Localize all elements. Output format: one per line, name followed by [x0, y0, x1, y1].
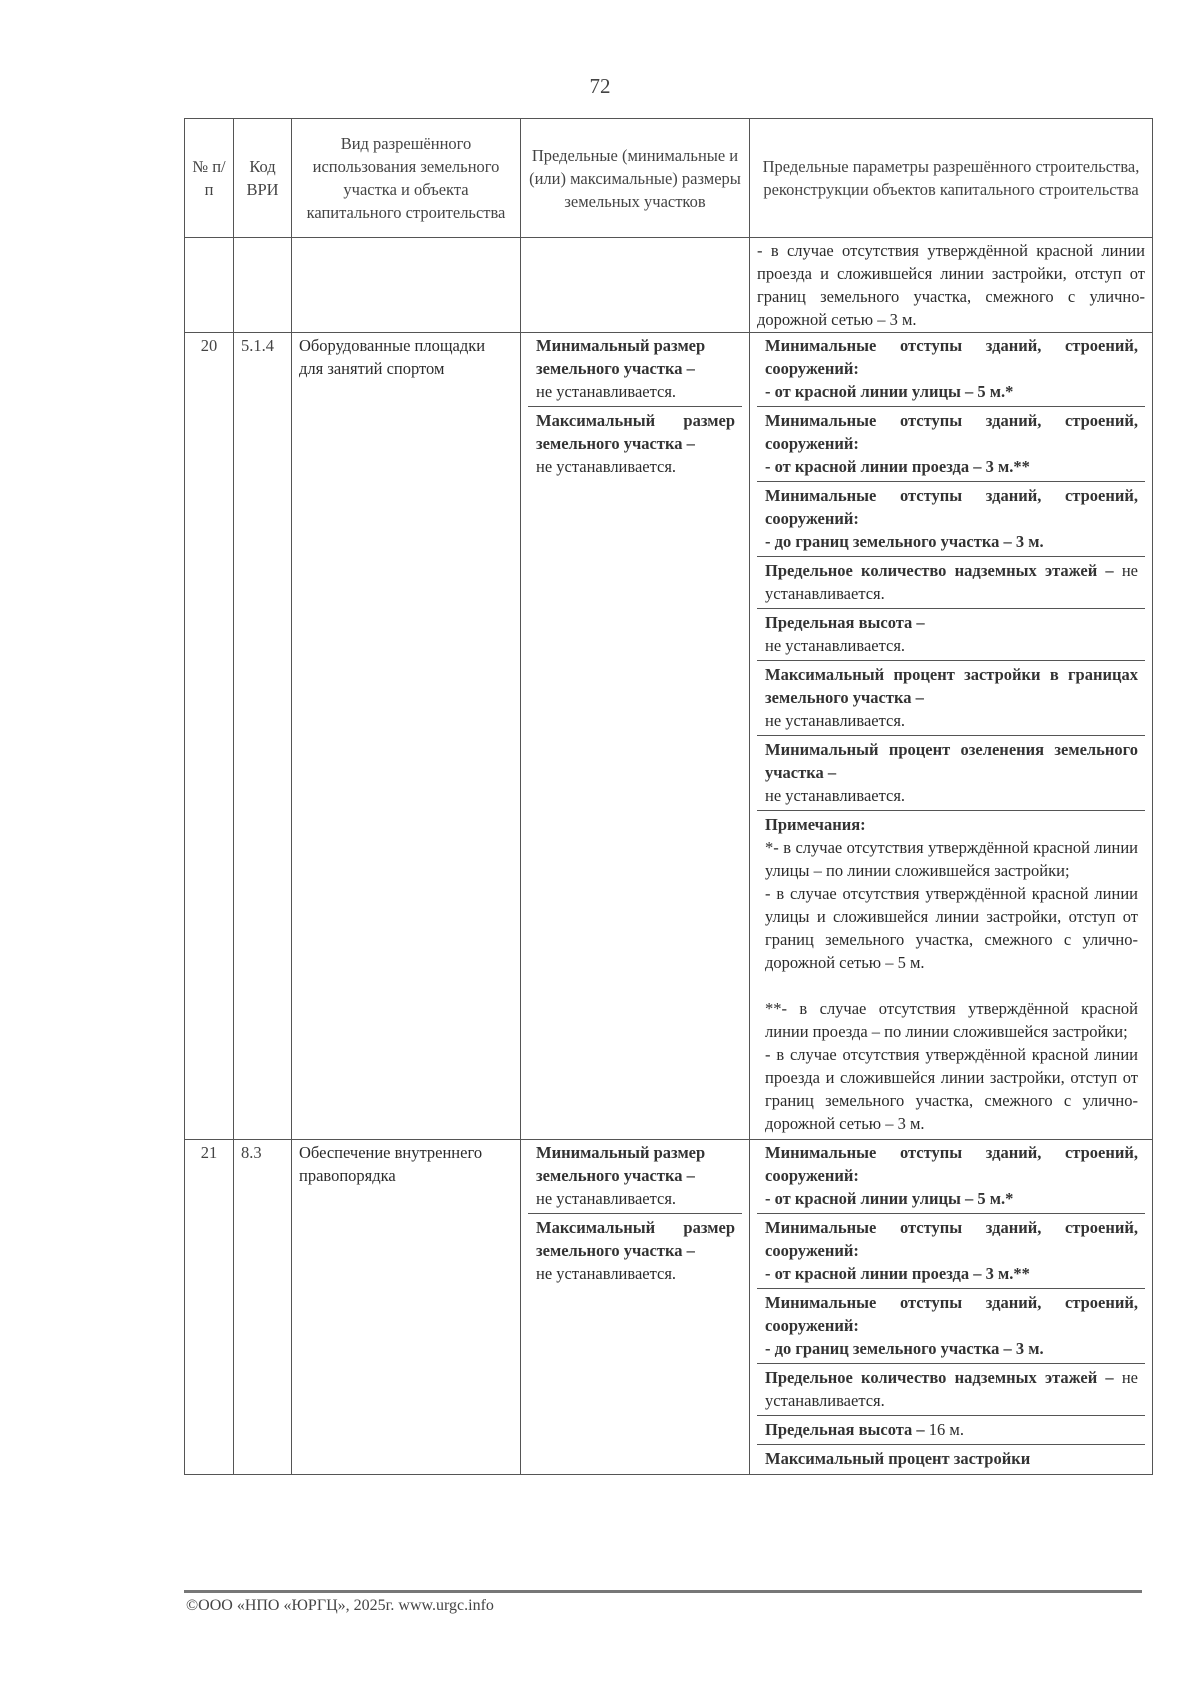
row21-code: 8.3 — [234, 1140, 292, 1475]
row20-p6-value: не устанавливается. — [765, 711, 906, 730]
row21-max-size-label: Максимальный размер земельного участка – — [536, 1218, 735, 1260]
row21-param-2 — [757, 1213, 1145, 1288]
row20-min-size-label: Минимальный размер земельного участка – — [536, 336, 706, 378]
row21-p5-value: 16 м. — [928, 1420, 964, 1439]
row21-param-5 — [757, 1415, 1145, 1444]
row21-param-4 — [757, 1363, 1145, 1415]
row20-p3-value: - до границ земельного участка – 3 м. — [765, 532, 1044, 551]
row20-p4-label: Предельное количество надземных этажей – — [765, 561, 1114, 580]
table-row-20 — [185, 333, 1153, 1140]
table-row-continuation — [185, 238, 1153, 333]
row20-p3-label: Минимальные отступы зданий, строений, сооружений: — [765, 486, 1138, 528]
row20-note-3: **- в случае отсутствия утверждённой красной линии проезда – по линии сложившейся застройки; — [765, 999, 1138, 1041]
row21-type: Обеспечение внутреннего правопорядка — [292, 1140, 521, 1475]
row20-p6-label: Максимальный процент застройки в границах земельного участка – — [765, 665, 1138, 707]
row21-sizes — [521, 1140, 750, 1475]
row20-param-5 — [757, 608, 1145, 660]
table-header-row — [185, 119, 1153, 238]
row21-param-3 — [757, 1288, 1145, 1363]
row20-max-size-label: Максимальный размер земельного участка – — [536, 411, 735, 453]
row21-param-6 — [757, 1444, 1145, 1473]
row20-p1-value: - от красной линии улицы – 5 м.* — [765, 382, 1014, 401]
row20-p1-label: Минимальные отступы зданий, строений, сооружений: — [765, 336, 1138, 378]
row20-note-4: - в случае отсутствия утверждённой красной линии проезда и сложившейся линии застройки, отступ от границ земельного участка, смежного с улично-дорожной сетью – 3 м. — [765, 1045, 1138, 1133]
row20-param-4 — [757, 556, 1145, 608]
row20-param-3 — [757, 481, 1145, 556]
row21-param-1 — [757, 1141, 1145, 1213]
row21-p4-label: Предельное количество надземных этажей – — [765, 1368, 1114, 1387]
row21-max-size — [528, 1213, 742, 1288]
row20-p2-label: Минимальные отступы зданий, строений, сооружений: — [765, 411, 1138, 453]
header-code: Код ВРИ — [234, 119, 292, 238]
row20-max-size — [528, 406, 742, 481]
row21-p2-label: Минимальные отступы зданий, строений, сооружений: — [765, 1218, 1138, 1260]
row20-param-1 — [757, 334, 1145, 406]
row20-note-2: - в случае отсутствия утверждённой красной линии улицы и сложившейся линии застройки, отступ от границ земельного участка, смежного с улично-дорожной сетью – 5 м. — [765, 884, 1138, 972]
row20-min-size-value: не устанавливается. — [536, 382, 677, 401]
row21-p3-value: - до границ земельного участка – 3 м. — [765, 1339, 1044, 1358]
row20-param-6 — [757, 660, 1145, 735]
table-row-21 — [185, 1140, 1153, 1475]
row21-p4-value: не устанавливается. — [765, 1368, 1138, 1410]
row20-min-size — [528, 334, 742, 406]
row21-p6-label: Максимальный процент застройки — [765, 1449, 1031, 1468]
header-num: № п/п — [185, 119, 234, 238]
row20-num: 20 — [185, 333, 234, 1140]
row20-notes-title: Примечания: — [765, 815, 866, 834]
row21-num: 21 — [185, 1140, 234, 1475]
row21-p3-label: Минимальные отступы зданий, строений, сооружений: — [765, 1293, 1138, 1335]
row21-max-size-value: не устанавливается. — [536, 1264, 677, 1283]
row20-p7-label: Минимальный процент озеленения земельного участка – — [765, 740, 1138, 782]
footer-copyright: ©ООО «НПО «ЮРГЦ», 2025г. www.urgc.info — [186, 1597, 494, 1614]
row20-params — [750, 333, 1153, 1140]
page-number: 72 — [589, 74, 611, 98]
row21-min-size-label: Минимальный размер земельного участка – — [536, 1143, 706, 1185]
header-type: Вид разрешённого использования земельного участка и объекта капитального строительства — [292, 119, 521, 238]
row21-params — [750, 1140, 1153, 1475]
row20-max-size-value: не устанавливается. — [536, 457, 677, 476]
row20-type: Оборудованные площадки для занятий спортом — [292, 333, 521, 1140]
row21-p5-label: Предельная высота – — [765, 1420, 925, 1439]
header-params: Предельные параметры разрешённого строительства, реконструкции объектов капитального строительства — [750, 119, 1153, 238]
header-sizes: Предельные (минимальные и (или) максимальные) размеры земельных участков — [521, 119, 750, 238]
row21-p1-value: - от красной линии улицы – 5 м.* — [765, 1189, 1014, 1208]
row20-code: 5.1.4 — [234, 333, 292, 1140]
footer-divider — [184, 1590, 1142, 1593]
row20-sizes — [521, 333, 750, 1140]
row20-note-1: *- в случае отсутствия утверждённой красной линии улицы – по линии сложившейся застройки; — [765, 838, 1138, 880]
row20-p4-value: не устанавливается. — [765, 561, 1138, 603]
row20-p5-label: Предельная высота – — [765, 613, 925, 632]
continuation-text: - в случае отсутствия утверждённой красной линии проезда и сложившейся линии застройки, отступ от границ земельного участка, смежного с улично-дорожной сетью – 3 м. — [750, 238, 1153, 333]
row20-p5-value: не устанавливается. — [765, 636, 906, 655]
row20-param-2 — [757, 406, 1145, 481]
row20-p7-value: не устанавливается. — [765, 786, 906, 805]
row21-p2-value: - от красной линии проезда – 3 м.** — [765, 1264, 1030, 1283]
row21-min-size-value: не устанавливается. — [536, 1189, 677, 1208]
row21-p1-label: Минимальные отступы зданий, строений, сооружений: — [765, 1143, 1138, 1185]
zoning-table — [184, 118, 1153, 1475]
row20-param-7 — [757, 735, 1145, 810]
row21-min-size — [528, 1141, 742, 1213]
row20-p2-value: - от красной линии проезда – 3 м.** — [765, 457, 1030, 476]
row20-notes — [757, 810, 1145, 1138]
